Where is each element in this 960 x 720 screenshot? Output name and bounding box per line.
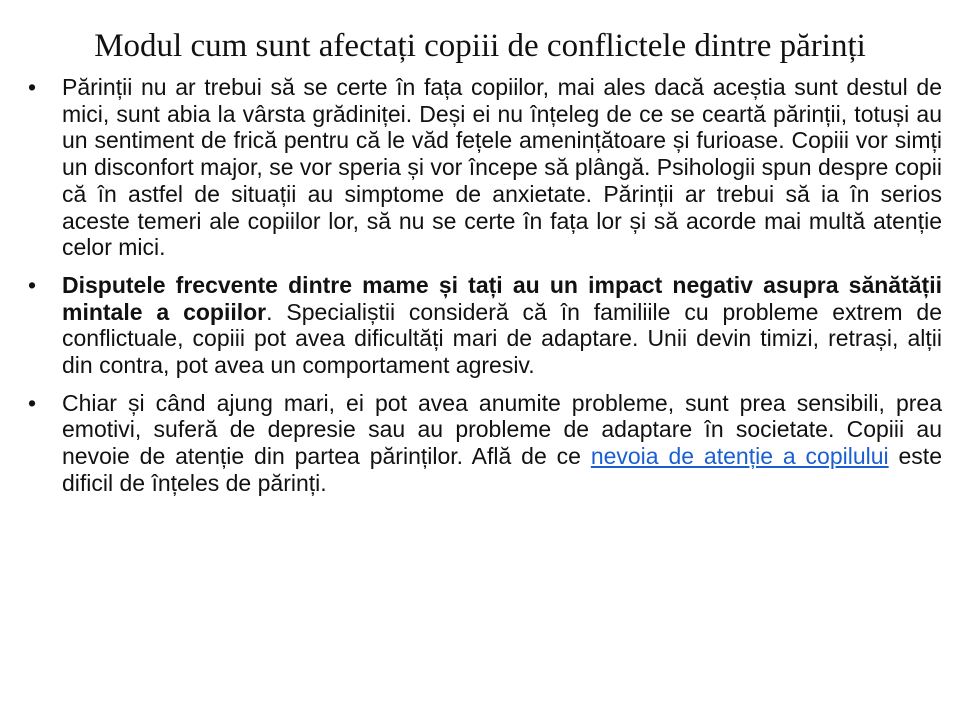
- slide-title: Modul cum sunt afectați copiii de conflictele dintre părinți: [94, 28, 866, 64]
- bullet-item-3: [28, 390, 942, 497]
- bullet-dot-icon: •: [28, 271, 37, 298]
- bullet-item-2: [28, 272, 942, 379]
- attention-link[interactable]: nevoia de atenție a copilului: [590, 443, 889, 470]
- bullet-list: [28, 74, 942, 508]
- bullet-bold-text: Disputele frecvente dintre mame și tați au un impact negativ asupra sănătății mintale a copiilor: [62, 271, 942, 325]
- bullet-item-1: [28, 74, 942, 261]
- bullet-text-before-link: Chiar și când ajung mari, ei pot avea anumite probleme, sunt prea sensibili, prea emotivi, suferă de depresie sau au probleme de adaptare în societate. Copiii au nevoie de atenție din partea părinților. Află de ce: [62, 389, 942, 470]
- bullet-text: . Specialiștii consideră că în familiile cu probleme extrem de conflictuale, copiii pot avea dificultăți mari de adaptare. Unii devin timizi, retrași, alții din contra, pot avea un comportament agresiv.: [62, 298, 943, 379]
- bullet-dot-icon: •: [28, 389, 37, 416]
- bullet-dot-icon: •: [28, 74, 37, 100]
- bullet-text: Părinții nu ar trebui să se certe în fața copiilor, mai ales dacă aceștia sunt destul de mici, sunt abia la vârsta grădiniței. Deși ei nu înțeleg de ce se ceartă părinții, totuși au un sentiment de frică pentru că le văd fețele amenințătoare și furioase. Copiii vor simți un disconfort major, se vor speria și vor începe să plângă. Psihologii spun despre copii că în astfel de situații au simptome de anxietate. Părinții ar trebui să ia în serios aceste temeri ale copiilor lor, să nu se certe în fața lor și să acorde mai multă atenție celor mici.: [62, 74, 942, 261]
- bullet-text-after-link: este dificil de înțeles de părinți.: [62, 443, 942, 496]
